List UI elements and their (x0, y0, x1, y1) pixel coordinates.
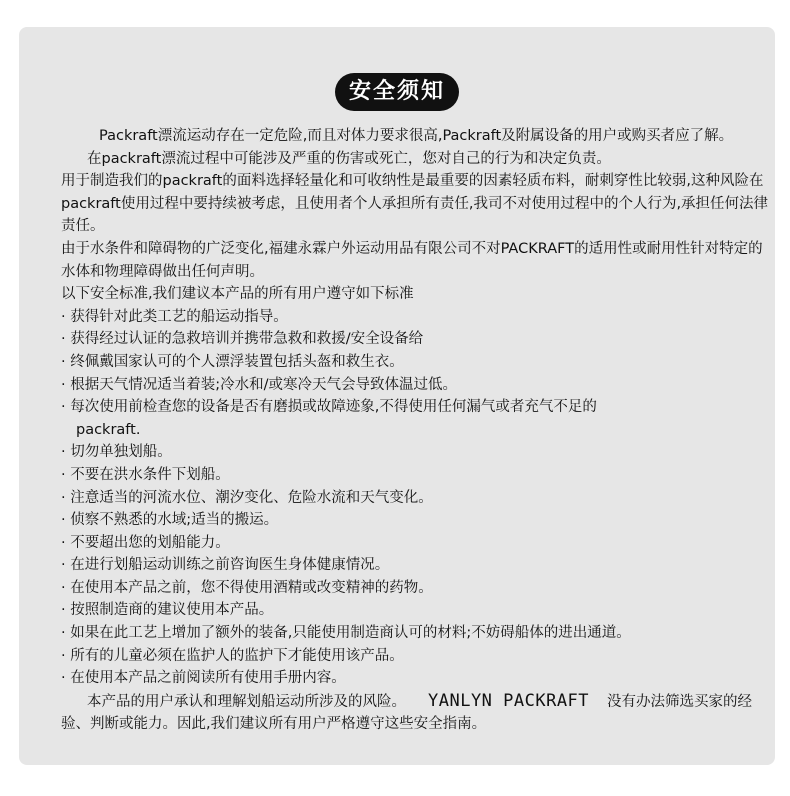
intro-paragraph-4: 由于水条件和障碍物的广泛变化,福建永霖户外运动用品有限公司不对PACKRAFT的适用性或耐用性针对特定的水体和物理障碍做出任何声明。 (61, 240, 763, 280)
intro-paragraph-2: 在packraft漂流过程中可能涉及严重的伤害或死亡，您对自己的行为和决定负责。 (87, 150, 611, 167)
notice-card (19, 27, 775, 765)
page-title: 安全须知 (335, 73, 459, 111)
list-item: · 在进行划船运动训练之前咨询医生身体健康情况。 (61, 557, 390, 574)
standards-intro: 以下安全标准,我们建议本产品的所有用户遵守如下标准 (61, 286, 414, 303)
list-item: · 所有的儿童必须在监护人的监护下才能使用该产品。 (61, 647, 404, 664)
list-item: · 在使用本产品之前阅读所有使用手册内容。 (61, 670, 346, 687)
list-item: · 不要在洪水条件下划船。 (61, 466, 230, 483)
list-item: · 获得针对此类工艺的船运动指导。 (61, 308, 288, 325)
list-item: · 如果在此工艺上增加了额外的装备,只能使用制造商认可的材料;不妨碍船体的进出通道。 (61, 625, 631, 642)
list-item: · 侦察不熟悉的水域;适当的搬运。 (61, 512, 279, 529)
list-item: · 根据天气情况适当着装;冷水和/或寒冷天气会导致体温过低。 (61, 376, 457, 393)
list-item: · 获得经过认证的急救培训并携带急救和救援/安全设备给 (61, 331, 424, 348)
brand-name: YANLYN PACKRAFT (428, 690, 590, 711)
intro-paragraph-1: Packraft漂流运动存在一定危险,而且对体力要求很高,Packraft及附属设备的用户或购买者应了解。 (99, 128, 734, 144)
list-item: · 每次使用前检查您的设备是否有磨损或故障迹象,不得使用任何漏气或者充气不足的 (61, 399, 597, 416)
list-item-continuation: packraft. (76, 421, 141, 438)
closing-text-end: 没有办法筛选买家的经验、判断或能力。因此,我们建议所有用户严格遵守这些安全指南。 (61, 693, 753, 733)
list-item: · 注意适当的河流水位、潮汐变化、危险水流和天气变化。 (61, 489, 433, 506)
closing-text-start: 本产品的用户承认和理解划船运动所涉及的风险。 (87, 693, 406, 710)
list-item: · 不要超出您的划船能力。 (61, 534, 230, 551)
list-item: · 按照制造商的建议使用本产品。 (61, 602, 274, 619)
list-item: · 切勿单独划船。 (61, 444, 172, 461)
title-wrap (19, 73, 775, 111)
notice-body (61, 125, 773, 736)
list-item: · 终佩戴国家认可的个人漂浮装置包括头盔和救生衣。 (61, 353, 404, 370)
closing-paragraph (61, 690, 773, 736)
intro-paragraph-3: 用于制造我们的packraft的面料选择轻量化和可收纳性是最重要的因素轻质布料，耐刺穿性比较弱,这种风险在packraft使用过程中要持续被考虑，且使用者个人承担所有责任,我司不对使用过程中的个人行为,承担任何法律责任。 (61, 173, 769, 235)
list-item: · 在使用本产品之前，您不得使用酒精或改变精神的药物。 (61, 579, 433, 596)
